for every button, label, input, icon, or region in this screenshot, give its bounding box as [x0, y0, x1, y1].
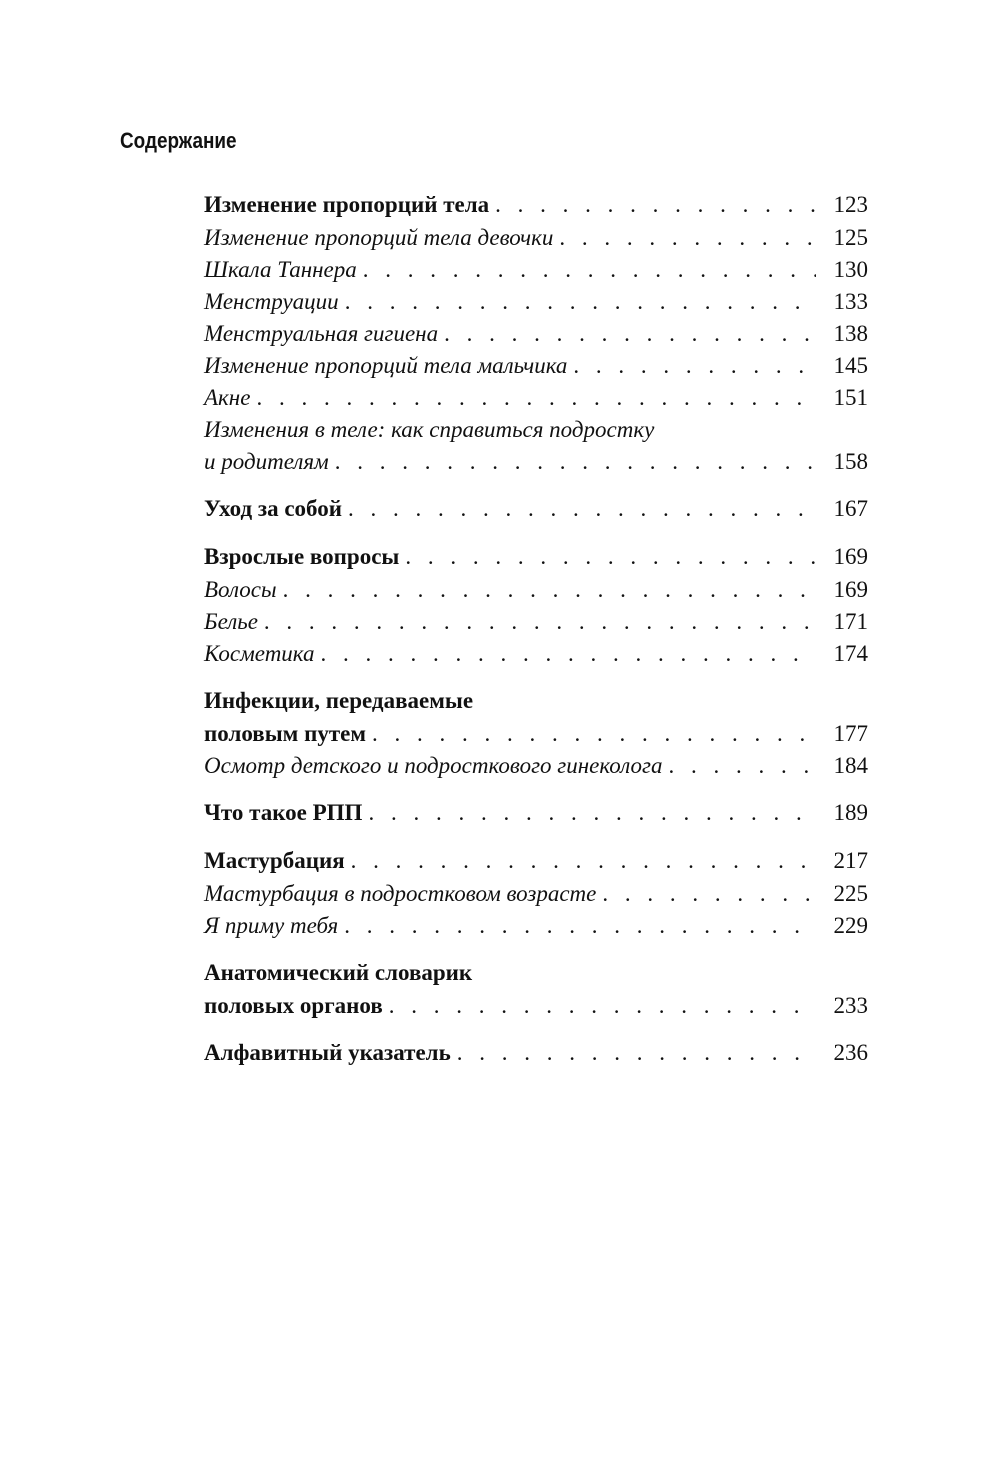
- toc-page-number: 169: [833, 544, 868, 569]
- toc-section-sti: [204, 684, 868, 782]
- toc-entry-cosmetics[interactable]: [204, 638, 868, 670]
- toc-entry-label: Что такое РПП: [204, 800, 363, 825]
- toc-section-self-care: [204, 492, 868, 526]
- dot-leader: [345, 286, 816, 318]
- toc-entry-anatomy-line2[interactable]: [204, 990, 868, 1022]
- toc-page-number: 133: [833, 289, 868, 314]
- toc-entry-label: Анатомический словарик: [204, 960, 473, 985]
- toc-page-number: 125: [833, 225, 868, 250]
- toc-entry-label: Взрослые вопросы: [204, 544, 400, 569]
- toc-entry-body-changes-line2[interactable]: [204, 446, 868, 478]
- toc-entry-hair[interactable]: [204, 574, 868, 606]
- toc-entry-girl-proportions[interactable]: [204, 222, 868, 254]
- toc-page-number: 177: [833, 721, 868, 746]
- toc-entry-label: Мастурбация: [204, 848, 345, 873]
- toc-entry-label: Менструальная гигиена: [204, 321, 439, 346]
- dot-leader: [573, 350, 816, 382]
- toc-page-number: 171: [833, 609, 868, 634]
- dot-leader: [457, 1036, 816, 1070]
- toc-page-number: 167: [833, 496, 868, 521]
- page-title: Содержание: [120, 128, 237, 153]
- toc-entry-acne[interactable]: [204, 382, 868, 414]
- toc-section-eating-disorders: [204, 796, 868, 830]
- toc-section-masturbation: [204, 844, 868, 942]
- toc-page-number: 138: [833, 321, 868, 346]
- toc-entry-label: Менструации: [204, 289, 339, 314]
- toc-section-anatomy-glossary: [204, 956, 868, 1022]
- toc-entry-accept-you[interactable]: [204, 910, 868, 942]
- toc-page-number: 233: [833, 993, 868, 1018]
- toc-entry-label: Акне: [204, 385, 251, 410]
- toc-entry-adult-questions[interactable]: [204, 540, 868, 574]
- toc-entry-sti-line2[interactable]: [204, 718, 868, 750]
- toc-entry-sti-line1[interactable]: [204, 684, 868, 718]
- toc-page-number: 225: [833, 881, 868, 906]
- toc-entry-body-proportions[interactable]: [204, 188, 868, 222]
- toc-entry-label: половых органов: [204, 993, 383, 1018]
- dot-leader: [495, 188, 816, 222]
- dot-leader: [363, 254, 816, 286]
- toc-entry-label: Изменение пропорций тела: [204, 192, 490, 217]
- dot-leader: [389, 990, 816, 1022]
- dot-leader: [283, 574, 816, 606]
- dot-leader: [344, 910, 816, 942]
- table-of-contents: [204, 188, 868, 1084]
- dot-leader: [368, 796, 816, 830]
- toc-entry-masturbation[interactable]: [204, 844, 868, 878]
- toc-entry-anatomy-line1[interactable]: [204, 956, 868, 990]
- toc-section-index: [204, 1036, 868, 1070]
- toc-entry-label: Алфавитный указатель: [204, 1040, 451, 1065]
- toc-page-number: 158: [833, 449, 868, 474]
- toc-entry-label: Белье: [204, 609, 258, 634]
- toc-entry-label: Изменение пропорций тела мальчика: [204, 353, 568, 378]
- toc-entry-label: Шкала Таннера: [204, 257, 357, 282]
- toc-entry-label: Инфекции, передаваемые: [204, 688, 474, 713]
- toc-entry-gynecologist-exam[interactable]: [204, 750, 868, 782]
- toc-page-number: 236: [833, 1040, 868, 1065]
- dot-leader: [351, 844, 816, 878]
- toc-page-number: 123: [833, 192, 868, 217]
- dot-leader: [559, 222, 816, 254]
- toc-page-number: 217: [833, 848, 868, 873]
- dot-leader: [256, 382, 816, 414]
- toc-page-number: 189: [833, 800, 868, 825]
- toc-entry-eating-disorders[interactable]: [204, 796, 868, 830]
- toc-entry-index[interactable]: [204, 1036, 868, 1070]
- toc-entry-label: Мастурбация в подростковом возрасте: [204, 881, 597, 906]
- dot-leader: [264, 606, 816, 638]
- toc-entry-label: Волосы: [204, 577, 277, 602]
- toc-entry-teen-masturbation[interactable]: [204, 878, 868, 910]
- toc-section-body-proportions: [204, 188, 868, 478]
- dot-leader: [335, 446, 816, 478]
- toc-page-number: 151: [833, 385, 868, 410]
- toc-entry-label: Изменения в теле: как справиться подростку: [204, 417, 655, 442]
- dot-leader: [405, 540, 816, 574]
- dot-leader: [444, 318, 816, 350]
- dot-leader: [348, 492, 816, 526]
- toc-entry-label: Изменение пропорций тела девочки: [204, 225, 554, 250]
- toc-entry-tanner-scale[interactable]: [204, 254, 868, 286]
- toc-entry-label: Уход за собой: [204, 496, 342, 521]
- toc-page-number: 130: [833, 257, 868, 282]
- toc-entry-label: половым путем: [204, 721, 366, 746]
- dot-leader: [372, 718, 816, 750]
- dot-leader: [668, 750, 816, 782]
- dot-leader: [602, 878, 816, 910]
- toc-page-number: 229: [833, 913, 868, 938]
- toc-entry-menstruation[interactable]: [204, 286, 868, 318]
- toc-entry-label: Осмотр детского и подросткового гинеколога: [204, 753, 663, 778]
- toc-entry-label: и родителям: [204, 449, 329, 474]
- toc-entry-underwear[interactable]: [204, 606, 868, 638]
- toc-entry-label: Косметика: [204, 641, 315, 666]
- toc-entry-boy-proportions[interactable]: [204, 350, 868, 382]
- toc-entry-label: Я приму тебя: [204, 913, 339, 938]
- toc-page-number: 174: [833, 641, 868, 666]
- toc-entry-self-care[interactable]: [204, 492, 868, 526]
- toc-page-number: 169: [833, 577, 868, 602]
- toc-page-number: 145: [833, 353, 868, 378]
- dot-leader: [321, 638, 817, 670]
- toc-page-number: 184: [833, 753, 868, 778]
- toc-entry-body-changes-line1[interactable]: [204, 414, 868, 446]
- toc-section-adult-questions: [204, 540, 868, 670]
- toc-entry-menstrual-hygiene[interactable]: [204, 318, 868, 350]
